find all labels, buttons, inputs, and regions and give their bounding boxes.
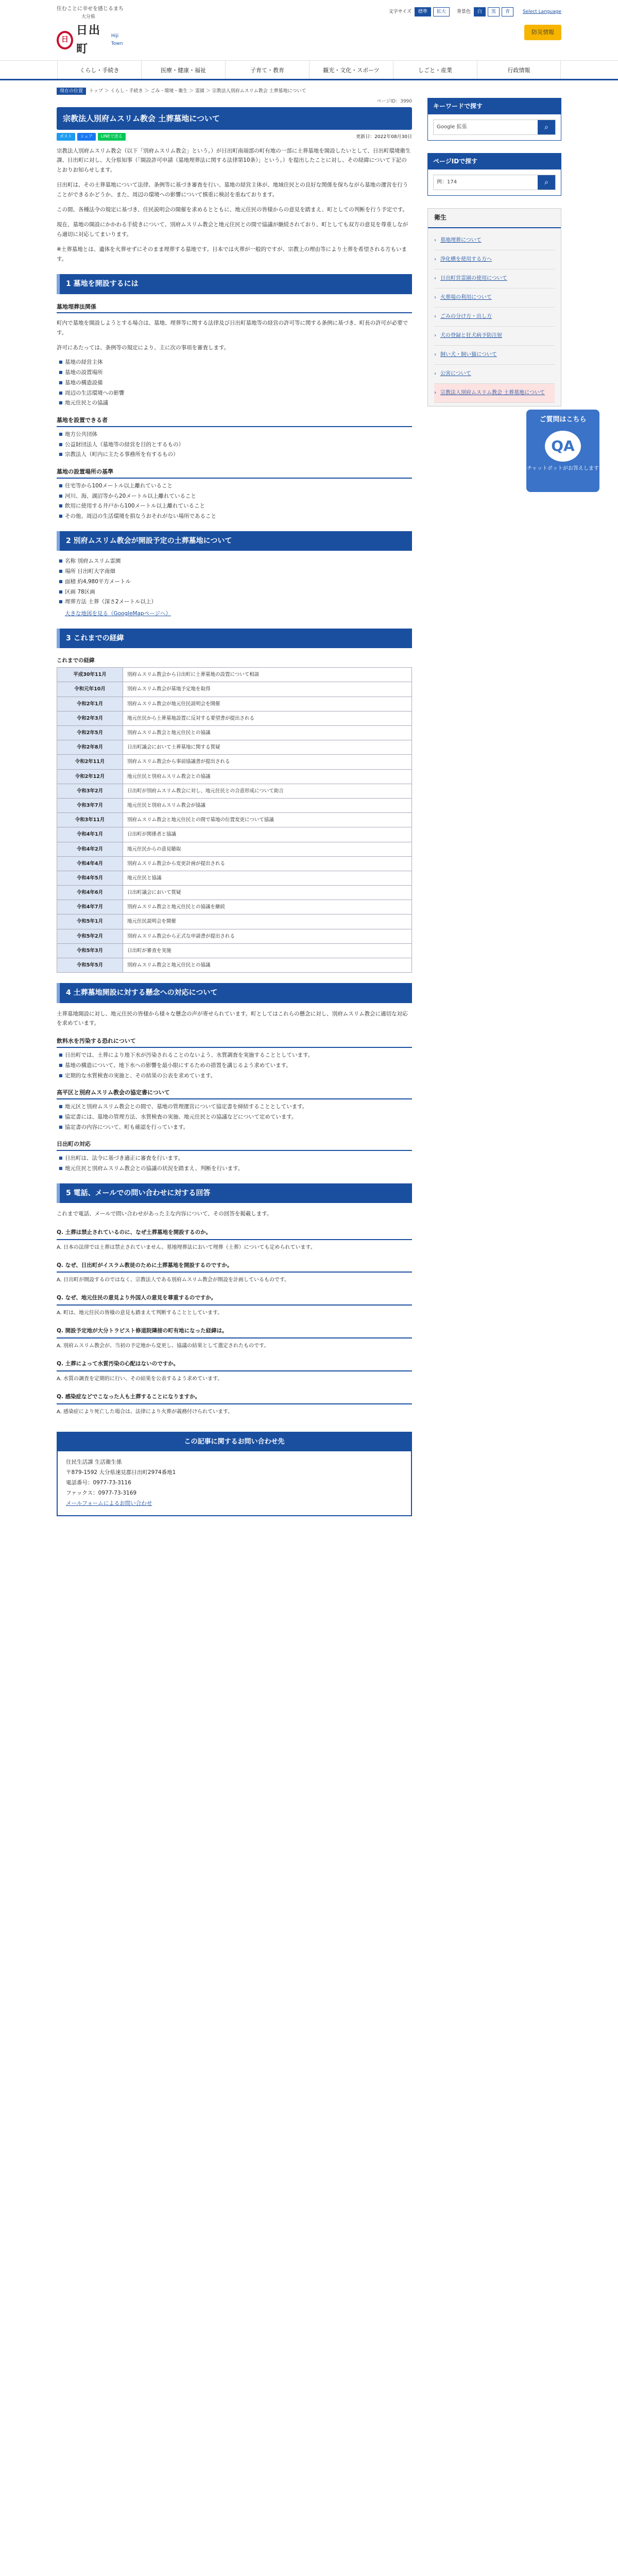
search-icon[interactable]: ⌕ [538, 120, 555, 134]
qa-question: Q. 感染症などでこなった人も土葬することになりますか。 [57, 1388, 412, 1404]
history-table [57, 654, 412, 973]
row-date: 令和3年2月 [57, 784, 123, 798]
row-event: 別府ムスリム教会が地元住民説明会を開催 [123, 697, 412, 711]
list-item: ■ 埋葬方法 土葬（深さ2メートル以上） [59, 598, 412, 606]
row-date: 令和元年10月 [57, 682, 123, 697]
list-item: ■ 区画 78区画 [59, 588, 412, 597]
section-heading: 2 別府ムスリム教会が開設予定の土葬墓地について [57, 531, 412, 551]
share-line-button[interactable]: LINEで送る [98, 133, 126, 141]
row-date: 令和5年5月 [57, 958, 123, 973]
contact-box [57, 1432, 412, 1516]
list-item: ■ その他、周辺の生活環境を損なうおそれがない場所であること [59, 512, 412, 521]
bg-black-button[interactable]: 黒 [488, 7, 500, 16]
row-date: 令和5年1月 [57, 914, 123, 929]
paragraph: 町内で墓地を開設しようとする場合は、墓地、埋葬等に関する法律及び日出町墓地等の経営の許可等に関する条例に基づき、町長の許可が必要です。 [57, 320, 408, 336]
row-date: 令和2年3月 [57, 711, 123, 725]
row-event: 日出町議会において土葬墓地に関する質疑 [123, 740, 412, 755]
town-name: 日出町 [76, 24, 101, 56]
list-item: ■ 日出町では、土葬により地下水が汚染されることのないよう、水質調査を実施することとしています。 [59, 1051, 412, 1060]
qa-answer: A. 日本の法律では土葬は禁止されていません。墓地埋葬法において埋葬（土葬）についても定められています。 [57, 1244, 316, 1250]
town-emblem-icon: 日 [57, 31, 73, 49]
list-item: ■ 飲用に使用する井戸から100メートル以上離れていること [59, 502, 412, 511]
table-row [57, 813, 412, 827]
chat-bubble-icon: QA [545, 431, 581, 462]
qa-answer: A. 感染症により死亡した場合は、法律により火葬が義務付けられています。 [57, 1409, 233, 1415]
related-link-current[interactable]: › 宗教法人別府ムスリム教会 土葬墓地について [434, 384, 555, 403]
table-row [57, 798, 412, 812]
row-event: 地元住民と別府ムスリム教会が協議 [123, 798, 412, 812]
row-date: 令和4年4月 [57, 856, 123, 871]
row-event: 別府ムスリム教会と地元住民との協議 [123, 958, 412, 973]
section-heading: 1 墓地を開設するには [57, 274, 412, 294]
page-id-search-box [427, 153, 561, 196]
row-date: 令和4年1月 [57, 827, 123, 842]
list-item: ■ 河川、海、湖沼等から20メートル以上離れていること [59, 492, 412, 501]
bullet-list [59, 1051, 412, 1080]
share-facebook-button[interactable]: シェア [77, 133, 96, 141]
table-row [57, 740, 412, 755]
row-event: 別府ムスリム教会から事前協議書が提出される [123, 755, 412, 769]
list-item: ■ 地方公共団体 [59, 430, 412, 439]
global-nav [0, 61, 618, 80]
gnav-item[interactable]: しごと・産業 [393, 61, 477, 79]
list-item: ■ 墓地の経営主体 [59, 358, 412, 367]
intro-paragraph: 日出町は、その土葬墓地について法律、条例等に基づき審査を行い、墓地の経営主体が、地域住民との良好な関係を保ちながら墓地の運営を行うことができるかどうか、また、周辺の環境への影響について慎重に検討を重ねております。 [57, 182, 408, 198]
table-row [57, 668, 412, 682]
list-item: ■ 周辺の生活環境への影響 [59, 389, 412, 398]
row-event: 別府ムスリム教会から正式な申請書が提出される [123, 929, 412, 943]
related-link[interactable]: › 犬の登録と狂犬病予防注射 [434, 327, 555, 346]
chatbot-title: ご質問はこちら [539, 416, 587, 423]
table-row [57, 827, 412, 842]
row-event: 日出町が別府ムスリム教会に対し、地元住民との合意形成について助言 [123, 784, 412, 798]
qa-question: Q. なぜ、日出町がイスラム教徒のために土葬墓地を開設するのですか。 [57, 1257, 412, 1273]
town-name-en: Hiji Town [111, 33, 123, 46]
qa-question: Q. 土葬によって水質汚染の心配はないのですか。 [57, 1355, 412, 1371]
gnav-item[interactable]: 子育て・教育 [225, 61, 309, 79]
table-row [57, 726, 412, 740]
updated-date: 更新日：2022年08月30日 [356, 134, 412, 140]
text-size-large-button[interactable]: 拡大 [433, 7, 450, 16]
list-item: ■ 定期的な水質検査の実施と、その結果の公表を求めています。 [59, 1072, 412, 1080]
section-heading: 4 土葬墓地開設に対する懸念への対応について [57, 983, 412, 1003]
contact-line: ファックス：0977-73-3169 [66, 1490, 137, 1497]
related-link[interactable]: › 公害について [434, 365, 555, 384]
row-date: 平成30年11月 [57, 668, 123, 682]
table-row [57, 784, 412, 798]
row-event: 地元住民と別府ムスリム教会との協議 [123, 769, 412, 784]
site-logo[interactable] [57, 5, 129, 58]
breadcrumb-here: 現在の位置 [57, 88, 86, 95]
list-item: ■ 面積 約4,980平方メートル [59, 578, 412, 586]
qa-list [57, 1224, 412, 1416]
bg-blue-button[interactable]: 青 [502, 7, 513, 16]
subsection-heading: 飲料水を汚染する恐れについて [57, 1036, 412, 1048]
row-event: 日出町議会において質疑 [123, 886, 412, 900]
breadcrumb [57, 88, 561, 95]
bullet-list [59, 557, 412, 606]
select-language-link[interactable]: Select Language [522, 9, 561, 14]
page-title: 宗教法人別府ムスリム教会 土葬墓地について [57, 107, 412, 130]
intro-paragraph: ※土葬墓地とは、遺体を火葬せずにそのまま埋葬する墓地です。日本では火葬が一般的ですが、宗教上の理由等により土葬を希望される方もいます。 [57, 246, 407, 262]
intro-paragraph: 宗教法人別府ムスリム教会（以下「別府ムスリム教会」という。）が日出町南端部の町有地の一部に土葬墓地を開設したいとして、日出町環境衛生課、日出町に対し、大分県知事（「開設許可申請（墓地埋葬法に関する法律第10条）」という。）を提出したことに対し、その経緯について下記のとおりお知らせします。 [57, 147, 411, 174]
subsection-heading: 高平区と別府ムスリム教会の協定書について [57, 1087, 412, 1099]
bg-color-label: 背景色 [456, 9, 471, 14]
map-link[interactable]: 大きな地図を見る（GoogleMapページへ） [65, 611, 171, 617]
table-row [57, 856, 412, 871]
contact-line: 住民生活課 生活衛生係 [66, 1459, 122, 1466]
bullet-list [59, 1103, 412, 1131]
list-item: ■ 墓地の設置場所 [59, 368, 412, 377]
table-row [57, 682, 412, 697]
qa-answer: A. 別府ムスリム教会が、当初の予定地から変更し、協議の結果として選定されたものです。 [57, 1343, 269, 1349]
related-heading: 衛生 [428, 209, 561, 228]
row-event: 別府ムスリム教会から変更計画が提出される [123, 856, 412, 871]
table-row [57, 958, 412, 973]
page-id-input[interactable]: 例：174 [437, 179, 457, 185]
qa-answer: A. 水質の調査を定期的に行い、その結果を公表するよう求めています。 [57, 1376, 223, 1382]
bullet-list [59, 482, 412, 521]
row-date: 令和2年12月 [57, 769, 123, 784]
table-row [57, 711, 412, 725]
related-links [427, 208, 561, 406]
table-row [57, 842, 412, 856]
list-item: ■ 日出町は、法令に基づき適正に審査を行います。 [59, 1154, 412, 1163]
table-row [57, 929, 412, 943]
row-event: 地元住民から土葬墓地設置に反対する要望書が提出される [123, 711, 412, 725]
row-date: 令和5年2月 [57, 929, 123, 943]
row-event: 日出町が関係者と協議 [123, 827, 412, 842]
page-id-search-heading: ページIDで探す [428, 154, 561, 170]
intro-paragraph: この間、各種法令の規定に基づき、住民説明会の開催を求めるとともに、地元住民の皆様からの意見を踏まえ、町としての判断を行う予定です。 [57, 207, 408, 213]
list-item: ■ 地元住民と別府ムスリム教会との協議の状況を踏まえ、判断を行います。 [59, 1164, 412, 1173]
row-date: 令和4年2月 [57, 842, 123, 856]
bullet-list [59, 1154, 412, 1173]
contact-line: 電話番号：0977-73-3116 [66, 1480, 131, 1486]
text-size-standard-button[interactable]: 標準 [415, 7, 431, 16]
row-event: 日出町が審査を実施 [123, 943, 412, 958]
row-date: 令和2年5月 [57, 726, 123, 740]
page-id: ページID：3990 [376, 99, 412, 104]
table-row [57, 900, 412, 914]
related-link[interactable]: › 墓地埋葬について [434, 231, 555, 250]
list-item: ■ 墓地の構造について、地下水への影響を最小限にするための措置を講じるよう求めています。 [59, 1061, 412, 1070]
row-date: 令和2年1月 [57, 697, 123, 711]
disaster-info-button[interactable]: 防災情報 [524, 25, 561, 40]
row-event: 地元住民からの意見聴取 [123, 842, 412, 856]
list-item: ■ 住宅等から100メートル以上離れていること [59, 482, 412, 490]
contact-line: 〒879-1592 大分県速見郡日出町2974番地1 [66, 1469, 176, 1476]
related-link[interactable]: › ごみの分け方・出し方 [434, 308, 555, 327]
gnav-item[interactable]: 観光・文化・スポーツ [309, 61, 393, 79]
subsection-heading: 墓地を設置できる者 [57, 415, 412, 427]
keyword-search-input[interactable]: Google 拡張 [437, 124, 467, 130]
gnav-item[interactable]: くらし・手続き [57, 61, 141, 79]
row-event: 別府ムスリム教会が墓地予定地を取得 [123, 682, 412, 697]
text-size-label: 文字サイズ [388, 9, 411, 14]
row-date: 令和4年7月 [57, 900, 123, 914]
intro-paragraph: 現在、墓地の開設にかかわる手続きについて、別府ムスリム教会と地元住民との間で協議が継続されており、町としても双方の意見を尊重しながら適切に対応してまいります。 [57, 221, 408, 238]
qa-question: Q. 開設予定地が大分トラピスト修道院隣接の町有地になった経緯は。 [57, 1323, 412, 1338]
main-content [57, 98, 412, 1516]
site-header [0, 0, 618, 61]
list-item: ■ 協定書には、墓地の管理方法、水質検査の実施、地元住民との協議などについて定めています。 [59, 1113, 412, 1122]
gnav-item[interactable]: 行政情報 [477, 61, 561, 79]
qa-answer: A. 日出町が開設するのではなく、宗教法人である別府ムスリム教会が開設を計画しているものです。 [57, 1277, 290, 1283]
list-item: ■ 協定書の内容について、町も確認を行っています。 [59, 1123, 412, 1132]
related-link[interactable]: › 飼い犬・飼い猫について [434, 346, 555, 365]
list-item: ■ 宗教法人（町内に主たる事務所を有するもの） [59, 450, 412, 459]
table-row [57, 697, 412, 711]
row-date: 令和4年6月 [57, 886, 123, 900]
section-heading: 3 これまでの経緯 [57, 629, 412, 648]
table-caption: これまでの経緯 [57, 657, 95, 664]
tagline: 住むことに幸せを感じるまち [57, 6, 124, 12]
section-heading: 5 電話、メールでの問い合わせに対する回答 [57, 1183, 412, 1203]
related-link[interactable]: › 日出町営霊園の使用について [434, 269, 555, 289]
row-date: 令和2年8月 [57, 740, 123, 755]
list-item: ■ 地元区と別府ムスリム教会との間で、墓地の管理運営について協定書を締結することとしています。 [59, 1103, 412, 1111]
bullet-list [59, 430, 412, 459]
qa-question: Q. なぜ、地元住民の意見より外国人の意見を尊重するのですか。 [57, 1290, 412, 1306]
row-date: 令和5年3月 [57, 943, 123, 958]
breadcrumb-path[interactable]: トップ ＞ くらし・手続き ＞ ごみ・環境・衛生 ＞ 霊園 ＞ 宗教法人別府ムスリム教会 土葬墓地について [89, 89, 306, 94]
pref-label: 大分県 [81, 14, 96, 20]
bg-white-button[interactable]: 白 [474, 7, 486, 16]
list-item: ■ 地元住民との協議 [59, 399, 412, 408]
mail-form-link[interactable]: メールフォームによるお問い合わせ [66, 1500, 152, 1507]
table-row [57, 871, 412, 885]
table-row [57, 914, 412, 929]
row-date: 令和3年11月 [57, 813, 123, 827]
related-link[interactable]: › 火葬場の利用について [434, 289, 555, 308]
row-event: 地元住民説明会を開催 [123, 914, 412, 929]
row-event: 別府ムスリム教会と地元住民との協議を継続 [123, 900, 412, 914]
row-date: 令和2年11月 [57, 755, 123, 769]
chatbot-subtitle: チャットボットがお答えします [527, 465, 599, 471]
subsection-heading: 墓地埋葬法関係 [57, 301, 412, 314]
row-event: 別府ムスリム教会と地元住民との協議 [123, 726, 412, 740]
share-x-button[interactable]: ポスト [57, 133, 75, 141]
sidebar [427, 98, 561, 406]
list-item: ■ 公益財団法人（墓地等の経営を目的とするもの） [59, 440, 412, 449]
qa-answer: A. 町は、地元住民の皆様の意見も踏まえて判断することとしています。 [57, 1310, 223, 1316]
keyword-search-box [427, 98, 561, 141]
row-date: 令和4年5月 [57, 871, 123, 885]
table-row [57, 769, 412, 784]
keyword-search-heading: キーワードで探す [428, 98, 561, 114]
list-item: ■ 場所 日出町大字南畑 [59, 567, 412, 576]
qa-question: Q. 土葬は禁止されているのに、なぜ土葬墓地を開設するのか。 [57, 1224, 412, 1240]
contact-heading: この記事に関するお問い合わせ先 [58, 1433, 411, 1452]
table-row [57, 886, 412, 900]
list-item: ■ 名称 別府ムスリム霊園 [59, 557, 412, 566]
table-row [57, 755, 412, 769]
list-item: ■ 墓地の構造設備 [59, 379, 412, 387]
paragraph: 許可にあたっては、条例等の規定により、主に次の事項を審査します。 [57, 345, 230, 351]
chatbot-badge[interactable] [526, 410, 599, 492]
row-event: 別府ムスリム教会から日出町に土葬墓地の設置について相談 [123, 668, 412, 682]
table-row [57, 943, 412, 958]
search-icon[interactable]: ⌕ [538, 175, 555, 190]
row-event: 別府ムスリム教会と地元住民との間で墓地の位置変更について協議 [123, 813, 412, 827]
related-link[interactable]: › 浄化槽を使用する方へ [434, 250, 555, 269]
gnav-item[interactable]: 医療・健康・福祉 [141, 61, 225, 79]
subsection-heading: 日出町の対応 [57, 1139, 412, 1151]
paragraph: これまで電話、メールで問い合わせがあった主な内容について、その回答を掲載します。 [57, 1210, 272, 1217]
utility-bar [389, 7, 561, 16]
bullet-list [59, 358, 412, 408]
paragraph: 土葬墓地開設に対し、地元住民の皆様から様々な懸念の声が寄せられています。町としてはこれらの懸念に対し、別府ムスリム教会に適切な対応を求めています。 [57, 1010, 408, 1027]
row-date: 令和3年7月 [57, 798, 123, 812]
subsection-heading: 墓地の設置場所の基準 [57, 466, 412, 479]
row-event: 地元住民と協議 [123, 871, 412, 885]
